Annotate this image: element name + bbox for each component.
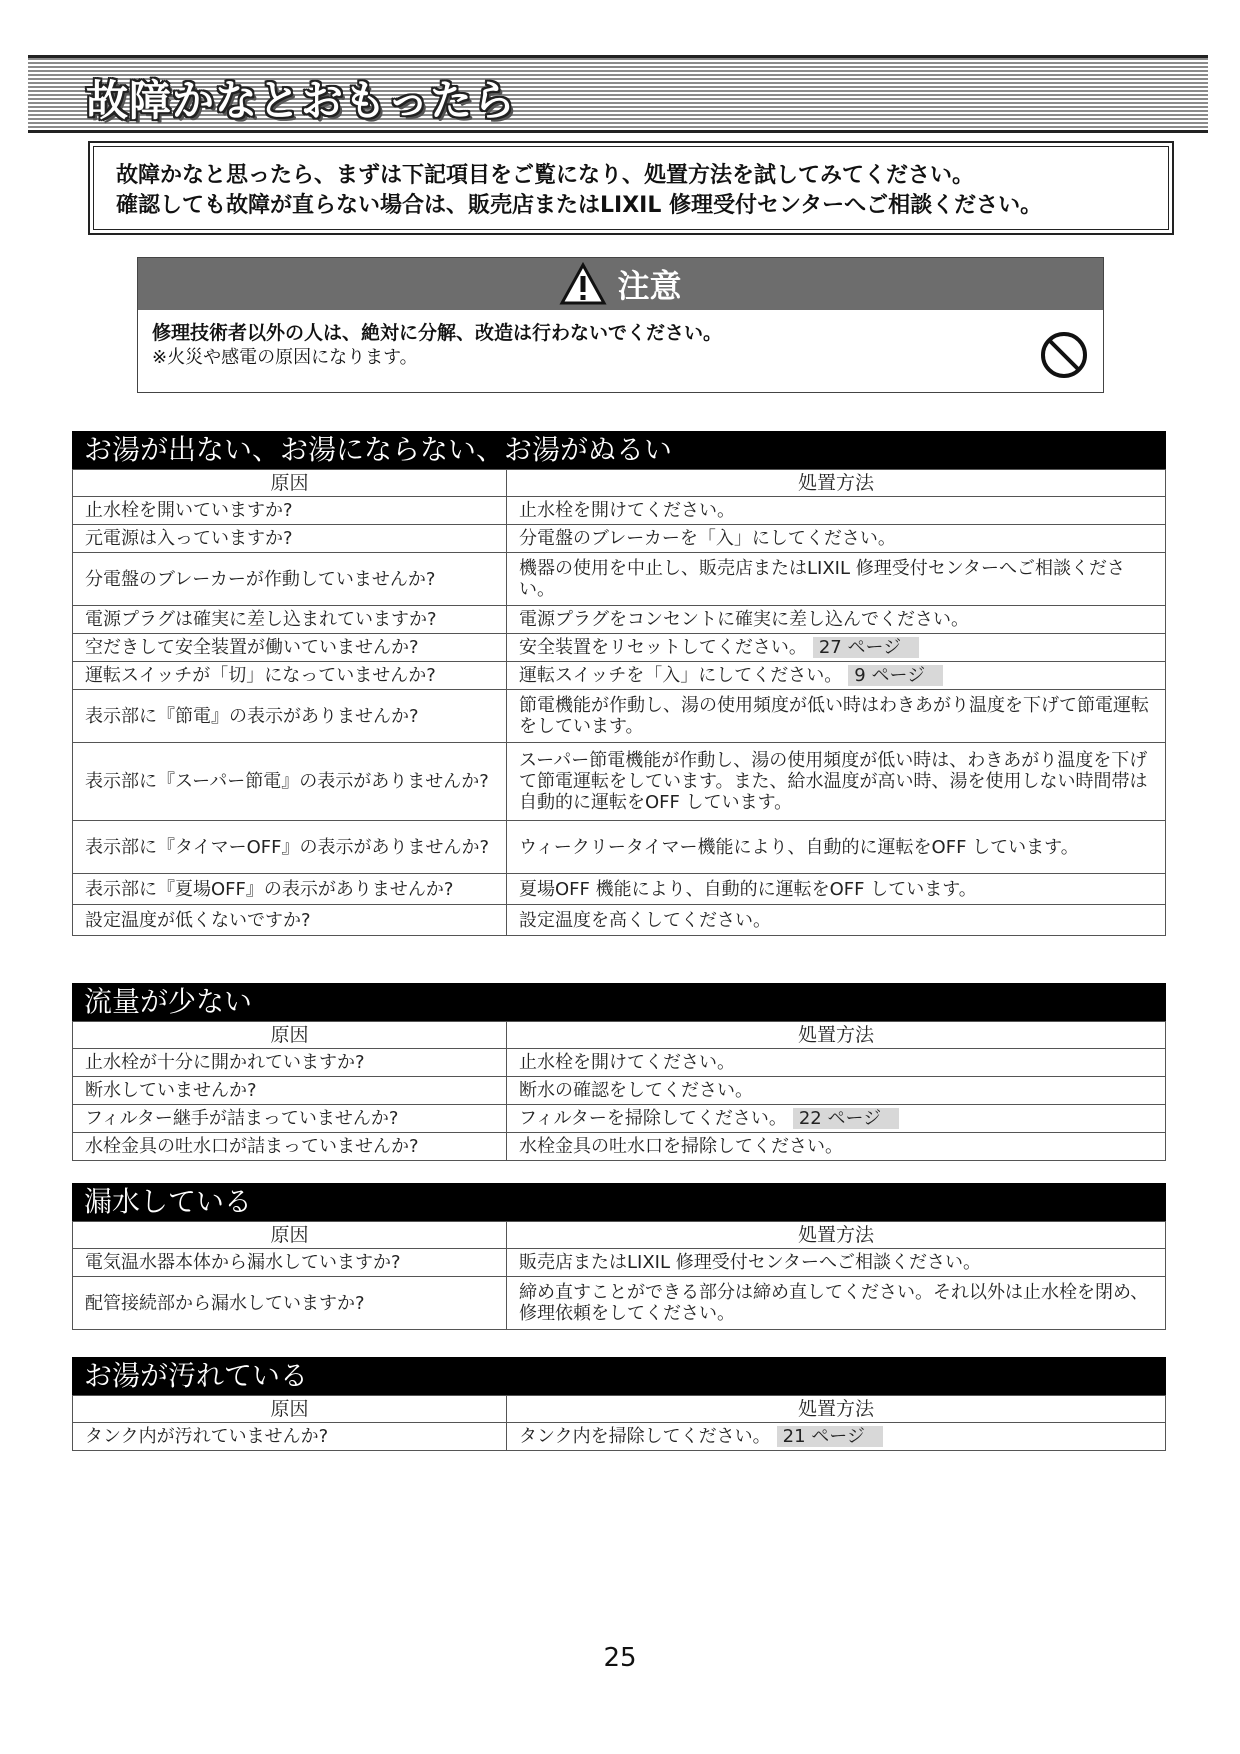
caution-box bbox=[137, 257, 1104, 393]
cause-cell: 断水していませんか? bbox=[73, 1077, 507, 1105]
cause-cell: 止水栓を開いていますか? bbox=[73, 497, 507, 525]
remedy-cell bbox=[507, 634, 1166, 662]
table-header-row bbox=[73, 1396, 1166, 1423]
remedy-text: タンク内を掃除してください。 bbox=[519, 1426, 771, 1447]
header-cause: 原因 bbox=[73, 1022, 507, 1049]
remedy-cell: 電源プラグをコンセントに確実に差し込んでください。 bbox=[507, 606, 1166, 634]
trouble-table bbox=[72, 469, 1166, 936]
remedy-cell bbox=[507, 1423, 1166, 1451]
cause-cell: 運転スイッチが「切」になっていませんか? bbox=[73, 662, 507, 690]
table-row bbox=[73, 1133, 1166, 1161]
caution-body bbox=[138, 310, 1103, 380]
section-dirty-water bbox=[72, 1357, 1166, 1451]
header-cause: 原因 bbox=[73, 1222, 507, 1249]
cause-cell: 止水栓が十分に開かれていますか? bbox=[73, 1049, 507, 1077]
table-row bbox=[73, 1077, 1166, 1105]
table-row bbox=[73, 662, 1166, 690]
page-title: 故障かなとおもったら bbox=[86, 76, 517, 125]
remedy-cell: ウィークリータイマー機能により、自動的に運転をOFF しています。 bbox=[507, 821, 1166, 874]
table-row bbox=[73, 905, 1166, 936]
remedy-cell: 節電機能が作動し、湯の使用頻度が低い時はわきあがり温度を下げて節電運転をしています。 bbox=[507, 690, 1166, 743]
header-remedy: 処置方法 bbox=[507, 1022, 1166, 1049]
header-remedy: 処置方法 bbox=[507, 1396, 1166, 1423]
page-reference[interactable]: 27 ページ bbox=[813, 637, 919, 658]
trouble-table bbox=[72, 1221, 1166, 1330]
section-leak bbox=[72, 1183, 1166, 1330]
table-row bbox=[73, 634, 1166, 662]
cause-cell: タンク内が汚れていませんか? bbox=[73, 1423, 507, 1451]
table-row bbox=[73, 1049, 1166, 1077]
table-row bbox=[73, 690, 1166, 743]
cause-cell: 元電源は入っていますか? bbox=[73, 525, 507, 553]
remedy-cell: 分電盤のブレーカーを「入」にしてください。 bbox=[507, 525, 1166, 553]
remedy-cell: 水栓金具の吐水口を掃除してください。 bbox=[507, 1133, 1166, 1161]
table-row bbox=[73, 821, 1166, 874]
caution-heading: 注意 bbox=[617, 267, 682, 305]
table-row bbox=[73, 1277, 1166, 1330]
table-header-row bbox=[73, 470, 1166, 497]
remedy-cell: 販売店またはLIXIL 修理受付センターへご相談ください。 bbox=[507, 1249, 1166, 1277]
table-row bbox=[73, 553, 1166, 606]
remedy-text: 運転スイッチを「入」にしてください。 bbox=[519, 665, 843, 686]
cause-cell: 表示部に『スーパー節電』の表示がありませんか? bbox=[73, 743, 507, 821]
remedy-text: フィルターを掃除してください。 bbox=[519, 1108, 787, 1129]
trouble-table bbox=[72, 1395, 1166, 1451]
intro-line-2: 確認しても故障が直らない場合は、販売店またはLIXIL 修理受付センターへご相談ください。 bbox=[116, 193, 1043, 218]
cause-cell: 表示部に『節電』の表示がありませんか? bbox=[73, 690, 507, 743]
table-row bbox=[73, 1105, 1166, 1133]
intro-box bbox=[88, 141, 1174, 235]
table-row bbox=[73, 743, 1166, 821]
section-title: お湯が出ない、お湯にならない、お湯がぬるい bbox=[72, 431, 1166, 469]
remedy-cell: 夏場OFF 機能により、自動的に運転をOFF しています。 bbox=[507, 874, 1166, 905]
page-reference[interactable]: 9 ページ bbox=[848, 665, 943, 686]
remedy-cell: 断水の確認をしてください。 bbox=[507, 1077, 1166, 1105]
remedy-cell bbox=[507, 662, 1166, 690]
cause-cell: 表示部に『夏場OFF』の表示がありませんか? bbox=[73, 874, 507, 905]
intro-inner bbox=[93, 146, 1169, 230]
table-row bbox=[73, 1249, 1166, 1277]
table-header-row bbox=[73, 1222, 1166, 1249]
page-reference[interactable]: 21 ページ bbox=[777, 1426, 883, 1447]
table-row bbox=[73, 1423, 1166, 1451]
section-low-flow bbox=[72, 983, 1166, 1161]
section-no-hot-water bbox=[72, 431, 1166, 936]
trouble-table bbox=[72, 1021, 1166, 1161]
table-row bbox=[73, 525, 1166, 553]
header-cause: 原因 bbox=[73, 470, 507, 497]
section-title: 漏水している bbox=[72, 1183, 1166, 1221]
remedy-cell: 止水栓を開けてください。 bbox=[507, 1049, 1166, 1077]
remedy-cell: 止水栓を開けてください。 bbox=[507, 497, 1166, 525]
title-banner bbox=[28, 55, 1208, 133]
table-row bbox=[73, 606, 1166, 634]
page-reference[interactable]: 22 ページ bbox=[793, 1108, 899, 1129]
caution-line-2: ※火災や感電の原因になります。 bbox=[152, 347, 418, 368]
header-remedy: 処置方法 bbox=[507, 1222, 1166, 1249]
cause-cell: 設定温度が低くないですか? bbox=[73, 905, 507, 936]
section-title: お湯が汚れている bbox=[72, 1357, 1166, 1395]
table-row bbox=[73, 874, 1166, 905]
remedy-text: 安全装置をリセットしてください。 bbox=[519, 637, 807, 658]
table-row bbox=[73, 497, 1166, 525]
remedy-cell: 機器の使用を中止し、販売店またはLIXIL 修理受付センターへご相談ください。 bbox=[507, 553, 1166, 606]
cause-cell: 電源プラグは確実に差し込まれていますか? bbox=[73, 606, 507, 634]
cause-cell: 表示部に『タイマーOFF』の表示がありませんか? bbox=[73, 821, 507, 874]
caution-header bbox=[138, 258, 1103, 310]
remedy-cell: 設定温度を高くしてください。 bbox=[507, 905, 1166, 936]
remedy-cell: 締め直すことができる部分は締め直してください。それ以外は止水栓を閉め、修理依頼をしてください。 bbox=[507, 1277, 1166, 1330]
cause-cell: 水栓金具の吐水口が詰まっていませんか? bbox=[73, 1133, 507, 1161]
page-number: 25 bbox=[603, 1643, 637, 1673]
header-cause: 原因 bbox=[73, 1396, 507, 1423]
table-header-row bbox=[73, 1022, 1166, 1049]
intro-line-1: 故障かなと思ったら、まずは下記項目をご覧になり、処置方法を試してみてください。 bbox=[116, 163, 975, 188]
cause-cell: フィルター継手が詰まっていませんか? bbox=[73, 1105, 507, 1133]
warning-triangle-icon bbox=[559, 262, 607, 306]
caution-line-1: 修理技術者以外の人は、絶対に分解、改造は行わないでください。 bbox=[152, 322, 723, 344]
cause-cell: 電気温水器本体から漏水していますか? bbox=[73, 1249, 507, 1277]
section-title: 流量が少ない bbox=[72, 983, 1166, 1021]
remedy-cell: スーパー節電機能が作動し、湯の使用頻度が低い時は、わきあがり温度を下げて節電運転をしています。また、給水温度が高い時、湯を使用しない時間帯は自動的に運転をOFF しています。 bbox=[507, 743, 1166, 821]
remedy-cell bbox=[507, 1105, 1166, 1133]
cause-cell: 空だきして安全装置が働いていませんか? bbox=[73, 634, 507, 662]
cause-cell: 分電盤のブレーカーが作動していませんか? bbox=[73, 553, 507, 606]
header-remedy: 処置方法 bbox=[507, 470, 1166, 497]
prohibition-icon bbox=[1039, 330, 1089, 380]
cause-cell: 配管接続部から漏水していますか? bbox=[73, 1277, 507, 1330]
